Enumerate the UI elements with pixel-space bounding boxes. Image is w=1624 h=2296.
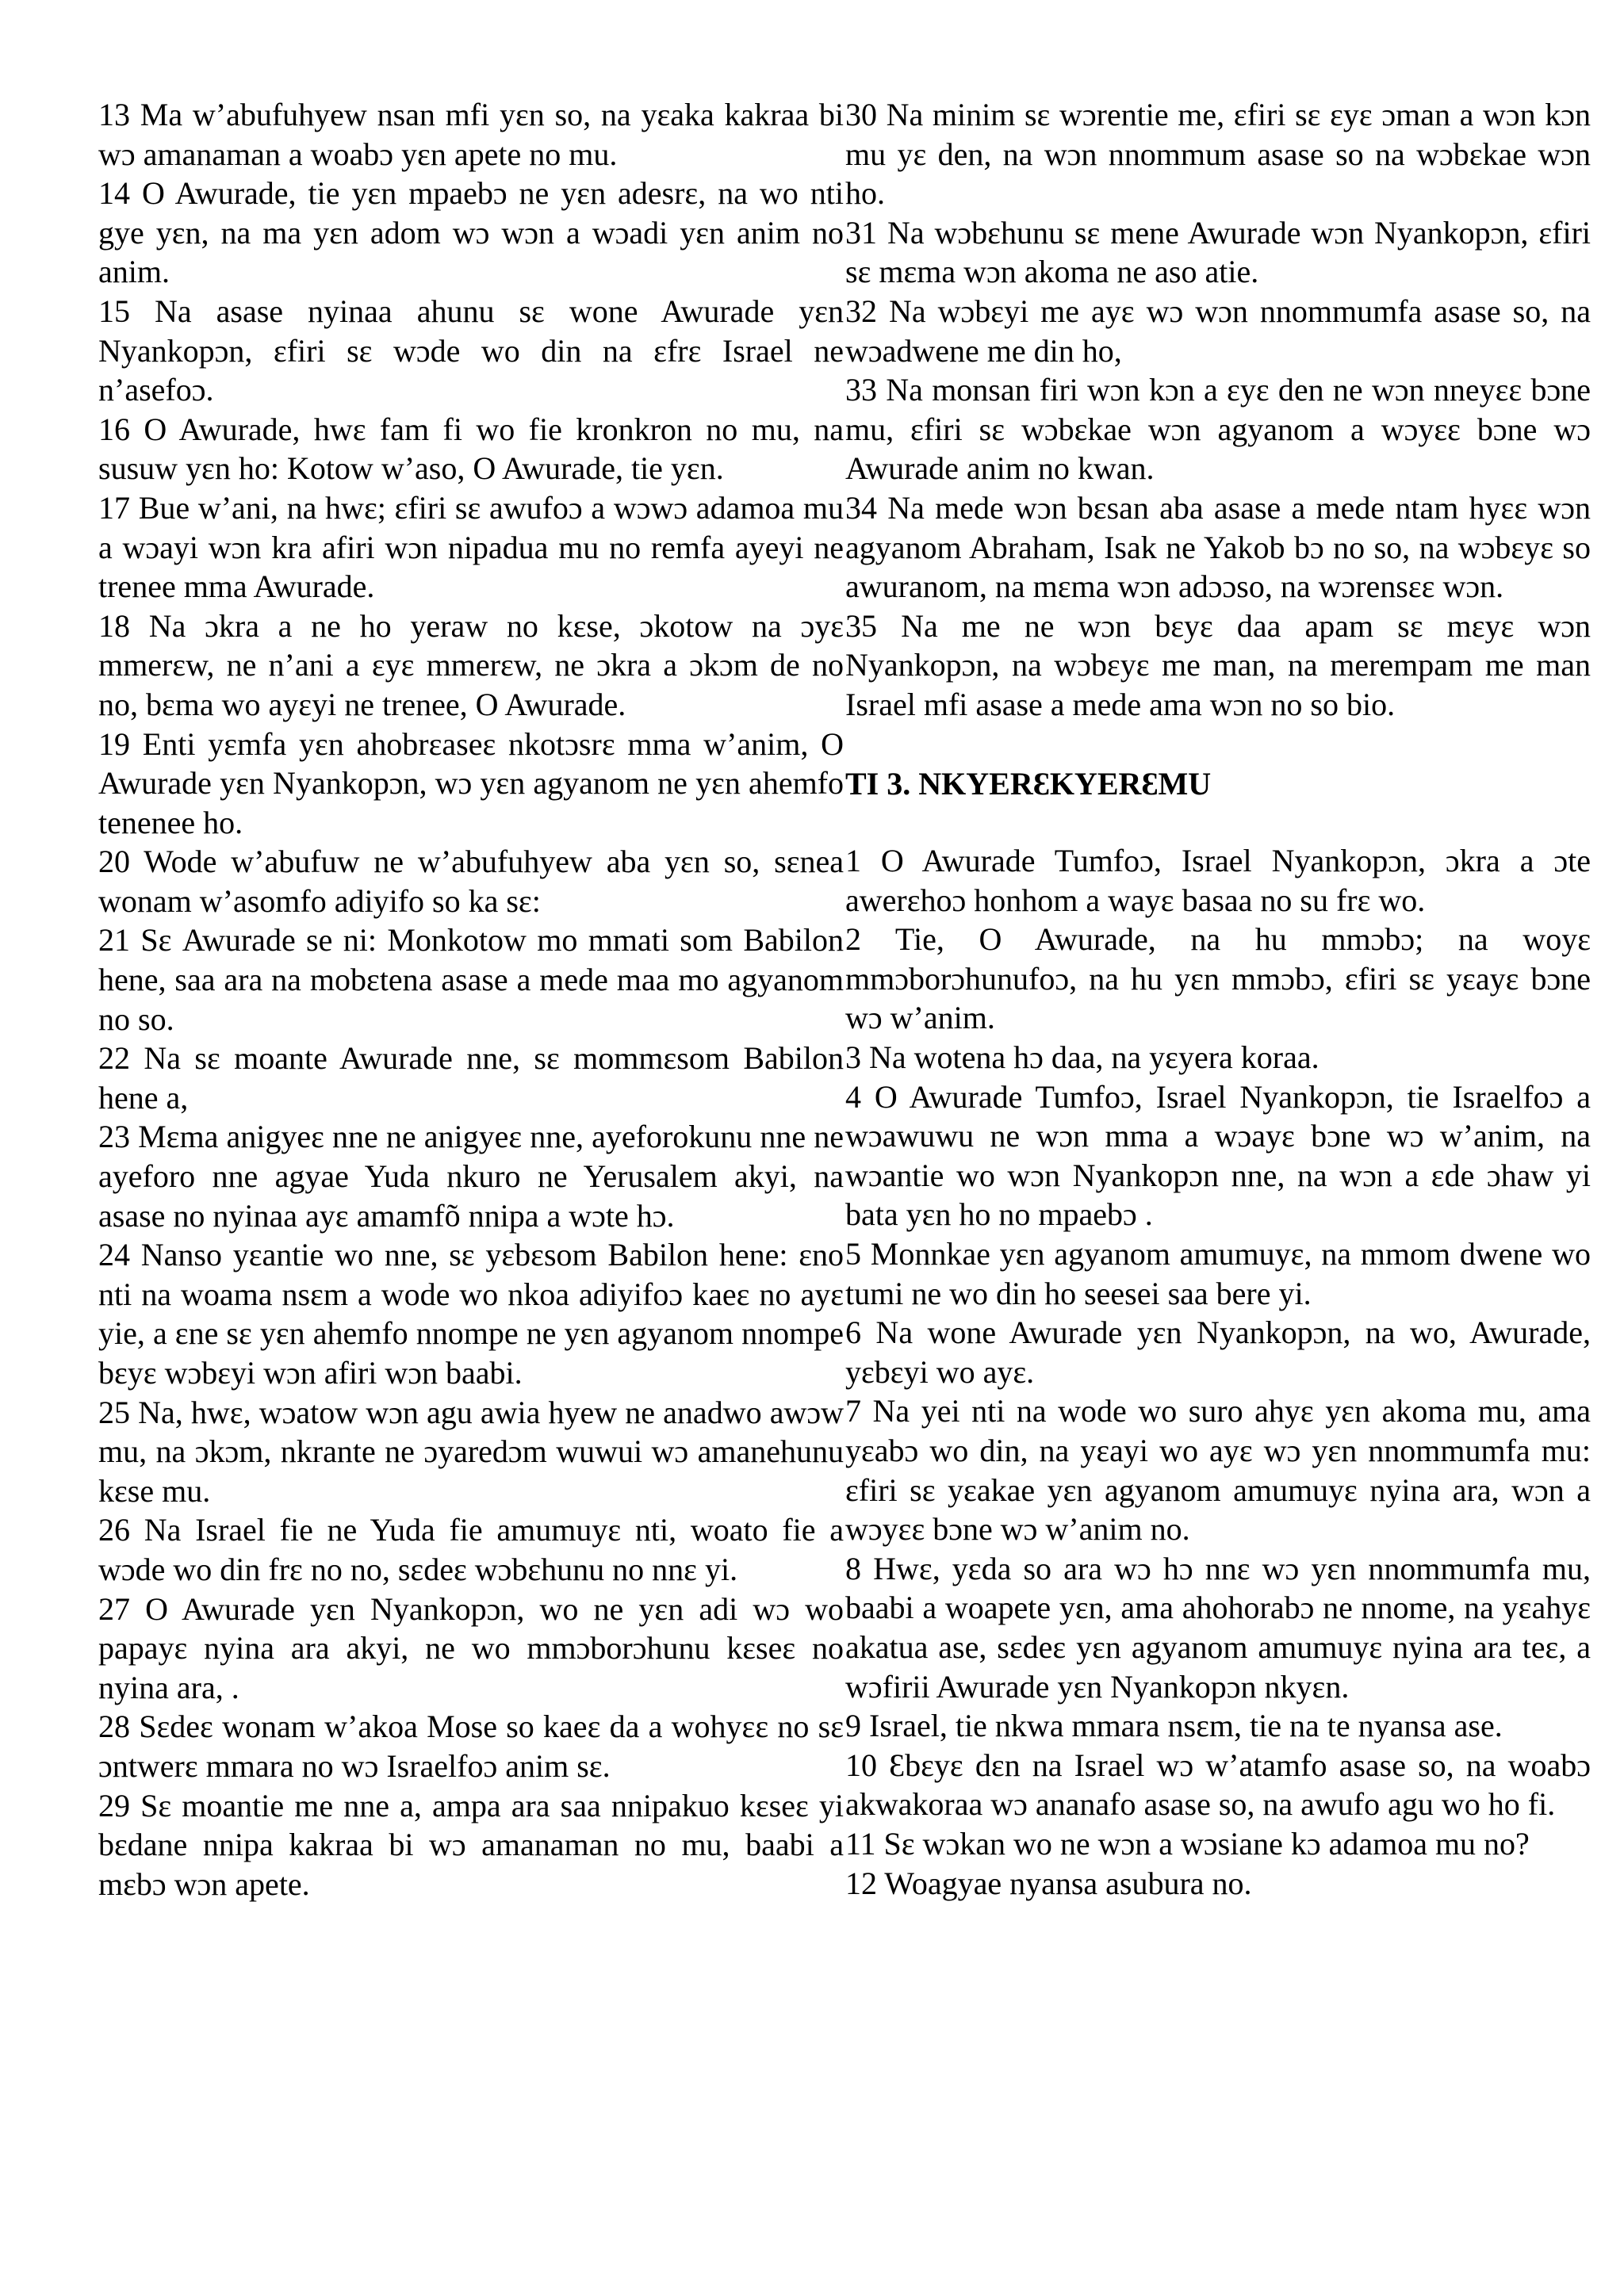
- chapter3-verse-8: 8 Hwε, yεda so ara wɔ hɔ nnε wɔ yεn nnommumfa mu, baabi a woapete yεn, ama ahohorabɔ ne nnome, na yεahyε akatua ase, sεdeε yεn agyanom amumuyε nyina ara teε, a wɔfirii Awurade yεn Nyankopɔn nkyεn.: [845, 1550, 1591, 1705]
- chapter3-verse-1: 1 O Awurade Tumfoɔ, Israel Nyankopɔn, ɔkra a ɔte awerεhoɔ honhom a wayε basaa no su frε wo.: [845, 843, 1591, 918]
- verse-29: 29 Sε moantie me nne a, ampa ara saa nnipakuo kεseε yi bεdane nnipa kakraa bi wɔ amanaman no mu, baabi a mεbɔ wɔn apete.: [98, 1787, 844, 1902]
- verse-25: 25 Na, hwε, wɔatow wɔn agu awia hyew ne anadwo awɔw mu, na ɔkɔm, nkrante ne ɔyaredɔm wuwui wɔ amanehunu kεse mu.: [98, 1394, 844, 1509]
- verse-28: 28 Sεdeε wonam w’akoa Mose so kaeε da a wohyεε no sε ɔntwerε mmara no wɔ Israelfoɔ anim sε.: [98, 1709, 844, 1784]
- chapter3-verse-2: 2 Tie, O Awurade, na hu mmɔbɔ; na woyε mmɔborɔhunufoɔ, na hu yεn mmɔbɔ, εfiri sε yεayε bɔne wɔ w’anim.: [845, 921, 1591, 1036]
- chapter3-verse-7: 7 Na yei nti na wode wo suro ahyε yεn akoma mu, ama yεabɔ wo din, na yεayi wo ayε wɔ yεn nnommumfa mu: εfiri sε yεakae yεn agyanom amumuyε nyina ara, wɔn a wɔyεε bɔne wɔ w’anim no.: [845, 1393, 1591, 1548]
- chapter3-verse-6: 6 Na wone Awurade yεn Nyankopɔn, na wo, Awurade, yεbεyi wo ayε.: [845, 1314, 1591, 1390]
- chapter3-verse-9: 9 Israel, tie nkwa mmara nsεm, tie na te nyansa ase.: [845, 1708, 1503, 1744]
- chapter3-verse-4: 4 O Awurade Tumfoɔ, Israel Nyankopɔn, tie Israelfoɔ a wɔawuwu ne wɔn mma a wɔayε bɔne wɔ w’anim, na wɔantie wo wɔn Nyankopɔn nne, na wɔn a εde ɔhaw yi bata yεn ho no mpaebɔ .: [845, 1078, 1591, 1233]
- chapter3-verse-10: 10 Ɛbεyε dεn na Israel wɔ w’atamfo asase so, na woabɔ akwakoraa wɔ ananafo asase so, na awufo agu wo ho fi.: [845, 1747, 1591, 1823]
- verse-20: 20 Wode w’abufuw ne w’abufuhyew aba yεn so, sεnea wonam w’asomfo adiyifo so ka sε:: [98, 844, 844, 919]
- chapter3-verse-5: 5 Monnkae yεn agyanom amumuyε, na mmom dwene wo tumi ne wo din ho seesei saa bere yi.: [845, 1236, 1591, 1311]
- verse-31: 31 Na wɔbεhunu sε mene Awurade wɔn Nyankopɔn, εfiri sε mεma wɔn akoma ne aso atie.: [845, 214, 1591, 290]
- verse-27: 27 O Awurade yεn Nyankopɔn, wo ne yεn adi wɔ wo papayε nyina ara akyi, ne wo mmɔborɔhunu kεseε no nyina ara, .: [98, 1590, 844, 1705]
- verse-24: 24 Nanso yεantie wo nne, sε yεbεsom Babilon hene: εno nti na woama nsεm a wode wo nkoa adiyifoɔ kaeε no ayε yie, a εne sε yεn ahemfo nnompe ne yεn agyanom nnompe bεyε wɔbεyi wɔn afiri wɔn baabi.: [98, 1237, 844, 1391]
- verse-22: 22 Na sε moante Awurade nne, sε mommεsom Babilon hene a,: [98, 1040, 844, 1115]
- chapter3-verse-11: 11 Sε wɔkan wo ne wɔn a wɔsiane kɔ adamoa mu no?: [845, 1825, 1530, 1862]
- verse-23: 23 Mεma anigyeε nne ne anigyeε nne, ayeforokunu nne ne ayeforo nne agyae Yuda nkuro ne Yerusalem akyi, na asase no nyinaa ayε amamfõ nnipa a wɔte hɔ.: [98, 1119, 844, 1234]
- verse-14: 14 O Awurade, tie yεn mpaebɔ ne yεn adesrε, na wo nti gye yεn, na ma yεn adom wɔ wɔn a wɔadi yεn anim no anim.: [98, 175, 844, 290]
- verse-13: 13 Ma w’abufuhyew nsan mfi yεn so, na yεaka kakraa bi wɔ amanaman a woabɔ yεn apete no mu.: [98, 97, 844, 172]
- verse-21: 21 Sε Awurade se ni: Monkotow mo mmati som Babilon hene, saa ara na mobεtena asase a mede maa mo agyanom no so.: [98, 922, 844, 1037]
- chapter-heading: TI 3. NKYERƐKYERƐMU: [845, 765, 1212, 802]
- verse-35: 35 Na me ne wɔn bεyε daa apam sε mεyε wɔn Nyankopɔn, na wɔbεyε me man, na merempam me man Israel mfi asase a mede ama wɔn no so bio.: [845, 607, 1591, 722]
- right-column: [845, 95, 1591, 1903]
- left-column: [98, 95, 844, 1904]
- verse-18: 18 Na ɔkra a ne ho yeraw no kεse, ɔkotow na ɔyε mmerεw, ne n’ani a εyε mmerεw, ne ɔkra a ɔkɔm de no no, bεma wo ayεyi ne trenee, O Awurade.: [98, 607, 844, 722]
- verse-26: 26 Na Israel fie ne Yuda fie amumuyε nti, woato fie a wɔde wo din frε no no, sεdeε wɔbεhunu no nnε yi.: [98, 1512, 844, 1587]
- chapter3-verse-12: 12 Woagyae nyansa asubura no.: [845, 1865, 1252, 1901]
- verse-32: 32 Na wɔbεyi me ayε wɔ wɔn nnommumfa asase so, na wɔadwene me din ho,: [845, 293, 1591, 369]
- verse-17: 17 Bue w’ani, na hwε; εfiri sε awufoɔ a wɔwɔ adamoa mu a wɔayi wɔn kra afiri wɔn nipadua mu no remfa ayeyi ne trenee mma Awurade.: [98, 489, 844, 605]
- verse-16: 16 O Awurade, hwε fam fi wo fie kronkron no mu, na susuw yεn ho: Kotow w’aso, O Awurade, tie yεn.: [98, 411, 844, 487]
- chapter3-verse-3: 3 Na wotena hɔ daa, na yεyera koraa.: [845, 1039, 1320, 1076]
- verse-30: 30 Na minim sε wɔrentie me, εfiri sε εyε ɔman a wɔn kɔn mu yε den, na wɔn nnommum asase so na wɔbεkae wɔn ho.: [845, 97, 1591, 212]
- verse-33: 33 Na monsan firi wɔn kɔn a εyε den ne wɔn nneyεε bɔne mu, εfiri sε wɔbεkae wɔn agyanom a wɔyεε bɔne wɔ Awurade anim no kwan.: [845, 372, 1591, 487]
- verse-15: 15 Na asase nyinaa ahunu sε wone Awurade yεn Nyankopɔn, εfiri sε wɔde wo din na εfrε Israel ne n’asefoɔ.: [98, 293, 844, 408]
- verse-34: 34 Na mede wɔn bεsan aba asase a mede ntam hyεε wɔn agyanom Abraham, Isak ne Yakob bɔ no so, na wɔbεyε so awuranom, na mεma wɔn adɔɔso, na wɔrensεε wɔn.: [845, 489, 1591, 605]
- verse-19: 19 Enti yεmfa yεn ahobrεaseε nkotɔsrε mma w’anim, O Awurade yεn Nyankopɔn, wɔ yεn agyanom ne yεn ahemfo tenenee ho.: [98, 725, 844, 840]
